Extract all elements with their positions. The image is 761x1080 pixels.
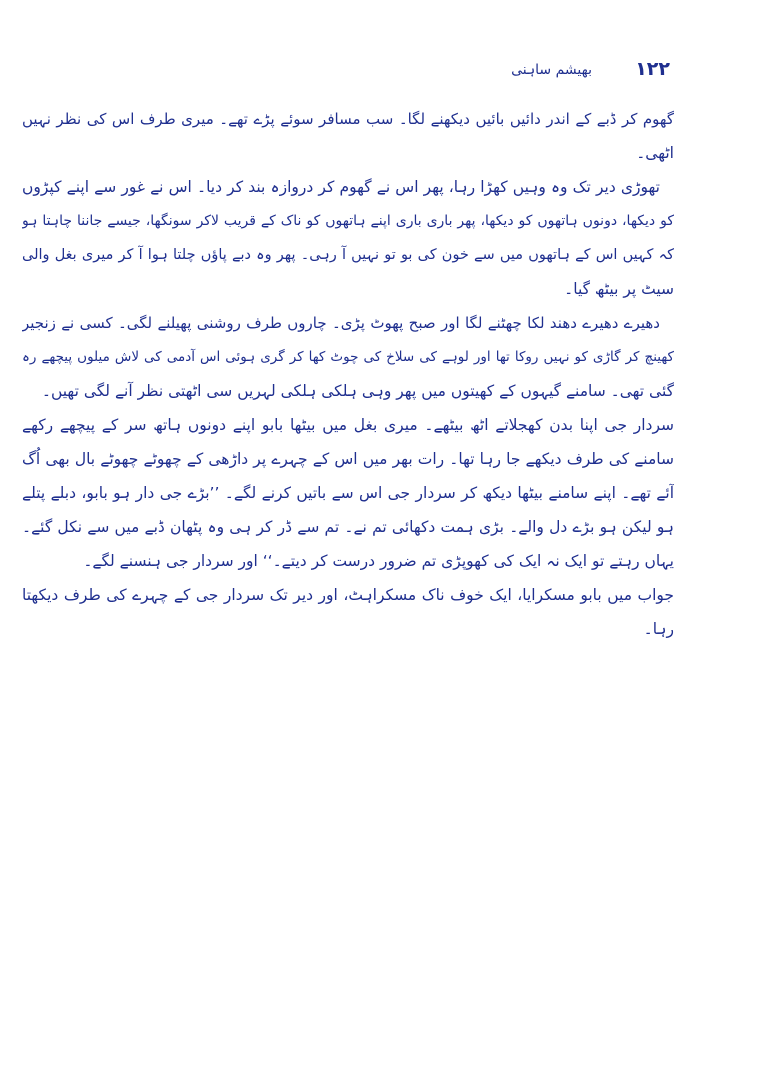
running-head-author: بھیشم ساہنی xyxy=(511,62,592,78)
paragraph xyxy=(22,408,674,578)
text-line: تھوڑی دیر تک وہ وہیں کھڑا رہا، پھر اس نے گھوم کر دروازہ بند کر دیا۔ اس نے غور سے اپنے کپڑوں xyxy=(22,178,660,196)
text-line: ہو لیکن ہو بڑے دل والے۔ بڑی ہمت دکھائی تم نے۔ تم سے ڈر کر ہی وہ پٹھان ڈبے میں سے نکل گئے۔ xyxy=(22,518,674,536)
text-line: کھینچ کر گاڑی کو نہیں روکا تھا اور لوہے کی سلاخ کی چوٹ کھا کر گری ہوئی اس آدمی کی لاش میلوں پیچھے رہ xyxy=(22,349,674,365)
page-number: ۱۲۲ xyxy=(635,58,670,80)
paragraph xyxy=(22,578,674,646)
text-line: کہ کہیں اس کے ہاتھوں میں سے خون کی بو تو نہیں آ رہی۔ پھر وہ دبے پاؤں چلتا ہوا آ کر میری بغل والی xyxy=(22,247,674,263)
text-line: کو دیکھا، دونوں ہاتھوں کو دیکھا، پھر باری باری اپنے ہاتھوں کو ناک کے قریب لاکر سونگھا، جیسے جاننا چاہتا ہو xyxy=(22,213,674,229)
text-line: سیٹ پر بیٹھ گیا۔ xyxy=(564,280,674,298)
story-text xyxy=(22,102,674,646)
text-line: گھوم کر ڈبے کے اندر دائیں بائیں دیکھنے لگا۔ سب مسافر سوئے پڑے تھے۔ میری طرف اس کی نظر نہیں xyxy=(22,110,674,128)
text-line: گئی تھی۔ سامنے گیہوں کے کھیتوں میں پھر وہی ہلکی ہلکی لہریں سی اٹھتی نظر آنے لگی تھیں۔ xyxy=(41,382,674,400)
paragraph xyxy=(22,170,674,306)
page-header xyxy=(470,58,670,88)
text-line: اٹھی۔ xyxy=(636,144,674,162)
text-line: یہاں رہتے تو ایک نہ ایک کی کھوپڑی تم ضرور درست کر دیتے۔‘‘ اور سردار جی ہنسنے لگے۔ xyxy=(83,552,674,570)
text-line: دھیرے دھیرے دھند لکا چھٹنے لگا اور صبح پھوٹ پڑی۔ چاروں طرف روشنی پھیلنے لگی۔ کسی نے زنجیر xyxy=(22,314,660,332)
text-line: آئے تھے۔ اپنے سامنے بیٹھا دیکھ کر سردار جی اس سے باتیں کرنے لگے۔ ’’بڑے جی دار ہو بابو، دبلے پتلے xyxy=(22,484,674,502)
text-line: جواب میں بابو مسکرایا، ایک خوف ناک مسکراہٹ، اور دیر تک سردار جی کے چہرے کی طرف دیکھتا xyxy=(22,586,674,604)
text-line: رہا۔ xyxy=(643,620,674,638)
paragraph xyxy=(22,102,674,170)
text-line: سامنے کی طرف دیکھے جا رہا تھا۔ رات بھر میں اس کے چہرے پر داڑھی کے چھوٹے چھوٹے بال بھی اُگ xyxy=(22,450,674,468)
text-line: سردار جی اپنا بدن کھجلاتے اٹھ بیٹھے۔ میری بغل میں بیٹھا بابو اپنے دونوں ہاتھ سر کے پیچھے رکھے xyxy=(22,416,674,434)
paragraph xyxy=(22,306,674,408)
